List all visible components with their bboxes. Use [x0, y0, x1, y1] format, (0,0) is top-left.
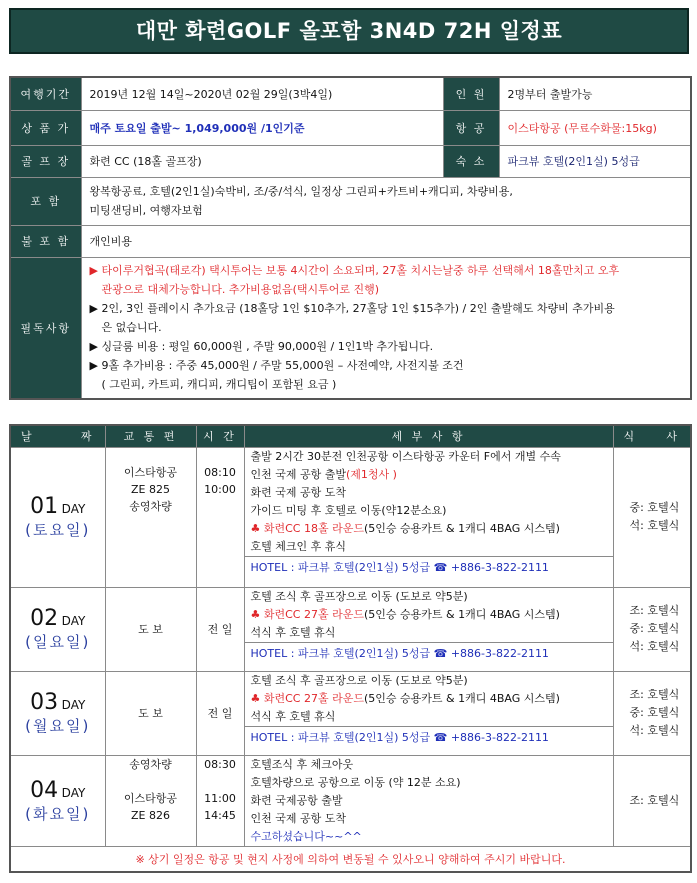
hotel-info: HOTEL : 파크뷰 호텔(2인1실) 5성급 ☎ +886-3-822-2111 [245, 642, 613, 665]
header-meal: 식 사 [613, 425, 691, 447]
day-label: DAY [61, 502, 86, 516]
include-label: 포 함 [10, 177, 81, 225]
details-cell [244, 671, 613, 755]
transport-item: 이스타항공 [123, 791, 178, 805]
day-cell [10, 447, 105, 587]
schedule-row [10, 755, 691, 846]
schedule-row [10, 587, 691, 671]
meal-item: 중: 호텔식 [629, 706, 680, 719]
page-title: 대만 화련GOLF 올포함 3N4D 72H 일정표 [9, 8, 689, 54]
include-line-1: 왕복항공료, 호텔(2인1실)숙박비, 조/중/석식, 일정상 그린피+카트비+캐디피, 차량비용, [89, 185, 513, 198]
day-number: 03 [30, 690, 59, 715]
time-cell [196, 755, 244, 846]
golf-label: 골 프 장 [10, 145, 81, 177]
schedule-row [10, 447, 691, 587]
time-item: 14:45 [204, 808, 236, 822]
header-time: 시 간 [196, 425, 244, 447]
detail-line: 호텔 체크인 후 휴식 [250, 539, 346, 553]
notice-3: ▶ 싱글룸 비용 : 평일 60,000원 , 주말 90,000원 / 1인1박 추가됩니다. [89, 340, 434, 354]
notice-4-line-1: ▶ 9홀 추가비용 : 주중 45,000원 / 주말 55,000원 – 사전예약, 사전지불 조건 [89, 359, 464, 373]
details-cell [244, 755, 613, 846]
notice-label: 필독사항 [10, 257, 81, 399]
golf-value: 화련 CC (18홀 골프장) [81, 145, 443, 177]
detail-line: ♣ 화련CC 18홀 라운드(5인승 승용카트 & 1캐디 4BAG 시스템) [250, 521, 560, 535]
time-item: 08:10 [204, 465, 236, 479]
footer-notice: ※ 상기 일정은 항공 및 현지 사정에 의하여 변동될 수 있사오니 양해하여 주시기 바랍니다. [10, 846, 691, 872]
notice-content [81, 257, 691, 399]
airline-label: 항 공 [443, 110, 499, 145]
detail-line: 인천 국제 공항 출발(제1청사 ) [250, 467, 397, 481]
detail-line: ♣ 화련CC 27홀 라운드(5인승 승용카트 & 1캐디 4BAG 시스템) [250, 607, 560, 621]
transport-item: 송영차량 [129, 499, 172, 513]
notice-2-line-2: 은 없습니다. [101, 321, 162, 335]
detail-line: 석식 후 호텔 휴식 [250, 625, 336, 639]
detail-line: 화련 국제 공항 도착 [250, 485, 346, 499]
club-icon: ♣ 화련CC 27홀 라운드 [250, 607, 364, 621]
meal-cell [613, 587, 691, 671]
detail-line: 가이드 미팅 후 호텔로 이동(약12분소요) [250, 503, 447, 517]
detail-line: 화련 국제공항 출발 [250, 793, 343, 807]
detail-line: 인천 국제 공항 도착 [250, 811, 346, 825]
notice-1-line-1: ▶ 타이루거협곡(태로각) 택시투어는 보통 4시간이 소요되며, 27홀 치시는날중 하루 선택해서 18홀만치고 오후 [89, 264, 620, 278]
transport-item: 송영차량 [129, 757, 172, 771]
meal-item: 조: 호텔식 [629, 688, 680, 701]
meal-item: 석: 호텔식 [629, 519, 680, 532]
period-value: 2019년 12월 14일~2020년 02월 29일(3박4일) [81, 77, 443, 110]
day-label: DAY [61, 785, 86, 800]
time-cell [196, 447, 244, 587]
details-cell [244, 587, 613, 671]
info-table [9, 76, 692, 400]
time-cell: 전 일 [196, 671, 244, 755]
schedule-table [9, 424, 692, 873]
day-cell [10, 587, 105, 671]
club-icon: ♣ 화련CC 18홀 라운드 [250, 521, 364, 535]
lodging-value: 파크뷰 호텔(2인1실) 5성급 [499, 145, 691, 177]
detail-line: 출발 2시간 30분전 인천공항 이스타항공 카운터 F에서 개별 수속 [250, 449, 561, 463]
transport-cell: 도 보 [105, 587, 196, 671]
day-weekday: (월요일) [25, 717, 91, 735]
transport-cell [105, 755, 196, 846]
schedule-row [10, 671, 691, 755]
notice-4-line-2: ( 그린피, 카트피, 캐디피, 캐디팁이 포함된 요금 ) [101, 378, 337, 392]
meal-cell [613, 447, 691, 587]
detail-line: 수고하셨습니다~~^^ [250, 829, 362, 843]
detail-line: 호텔조식 후 체크아웃 [250, 757, 354, 771]
day-number: 01 [30, 494, 59, 519]
header-date: 날 짜 [10, 425, 105, 447]
people-label: 인 원 [443, 77, 499, 110]
details-cell [244, 447, 613, 587]
day-weekday: (일요일) [25, 633, 91, 651]
meal-item: 중: 호텔식 [629, 501, 680, 514]
meal-item: 조: 호텔식 [629, 604, 680, 617]
product-label: 상 품 가 [10, 110, 81, 145]
club-icon: ♣ 화련CC 27홀 라운드 [250, 691, 364, 705]
airline-value: 이스타항공 (무료수화물:15kg) [499, 110, 691, 145]
exclude-value: 개인비용 [81, 225, 691, 257]
meal-item: 석: 호텔식 [629, 724, 680, 737]
day-weekday: (화요일) [25, 804, 91, 823]
notice-1-line-2: 관광으로 대체가능합니다. 추가비용없음(택시투어로 진행) [101, 283, 380, 297]
meal-cell [613, 755, 691, 846]
time-item: 11:00 [204, 791, 236, 805]
hotel-info: HOTEL : 파크뷰 호텔(2인1실) 5성급 ☎ +886-3-822-2111 [245, 726, 613, 749]
day-label: DAY [61, 698, 86, 712]
lodging-label: 숙 소 [443, 145, 499, 177]
meal-item: 중: 호텔식 [629, 622, 680, 635]
detail-line: 호텔 조식 후 골프장으로 이동 (도보로 약5분) [250, 673, 468, 687]
product-value: 매주 토요일 출발~ 1,049,000원 /1인기준 [81, 110, 443, 145]
header-details: 세 부 사 항 [244, 425, 613, 447]
transport-cell: 도 보 [105, 671, 196, 755]
transport-item: ZE 826 [131, 808, 170, 822]
header-transport: 교 통 편 [105, 425, 196, 447]
day-weekday: (토요일) [25, 521, 91, 539]
notice-2-line-1: ▶ 2인, 3인 플레이시 추가요금 (18홀당 1인 $10추가, 27홀당 1인 $15추가) / 2인 출발해도 차량비 추가비용 [89, 302, 615, 316]
detail-line: 호텔 조식 후 골프장으로 이동 (도보로 약5분) [250, 589, 468, 603]
time-cell: 전 일 [196, 587, 244, 671]
detail-line: ♣ 화련CC 27홀 라운드(5인승 승용카트 & 1캐디 4BAG 시스템) [250, 691, 560, 705]
day-number: 02 [30, 606, 59, 631]
people-value: 2명부터 출발가능 [499, 77, 691, 110]
detail-line: 석식 후 호텔 휴식 [250, 709, 336, 723]
time-item: 08:30 [204, 757, 236, 771]
period-label: 여행기간 [10, 77, 81, 110]
hotel-info: HOTEL : 파크뷰 호텔(2인1실) 5성급 ☎ +886-3-822-2111 [245, 556, 613, 579]
detail-line: 호텔차량으로 공항으로 이동 (약 12분 소요) [250, 775, 461, 789]
transport-item: ZE 825 [131, 482, 170, 496]
day-cell [10, 671, 105, 755]
meal-cell [613, 671, 691, 755]
day-cell [10, 755, 105, 846]
day-label: DAY [61, 614, 86, 628]
meal-item: 조: 호텔식 [629, 793, 680, 807]
time-item: 10:00 [204, 482, 236, 496]
exclude-label: 불 포 함 [10, 225, 81, 257]
transport-cell [105, 447, 196, 587]
day-number: 04 [30, 777, 59, 803]
include-line-2: 미팅샌딩비, 여행자보험 [89, 204, 203, 217]
include-value [81, 177, 691, 225]
transport-item: 이스타항공 [123, 465, 178, 479]
meal-item: 석: 호텔식 [629, 640, 680, 653]
